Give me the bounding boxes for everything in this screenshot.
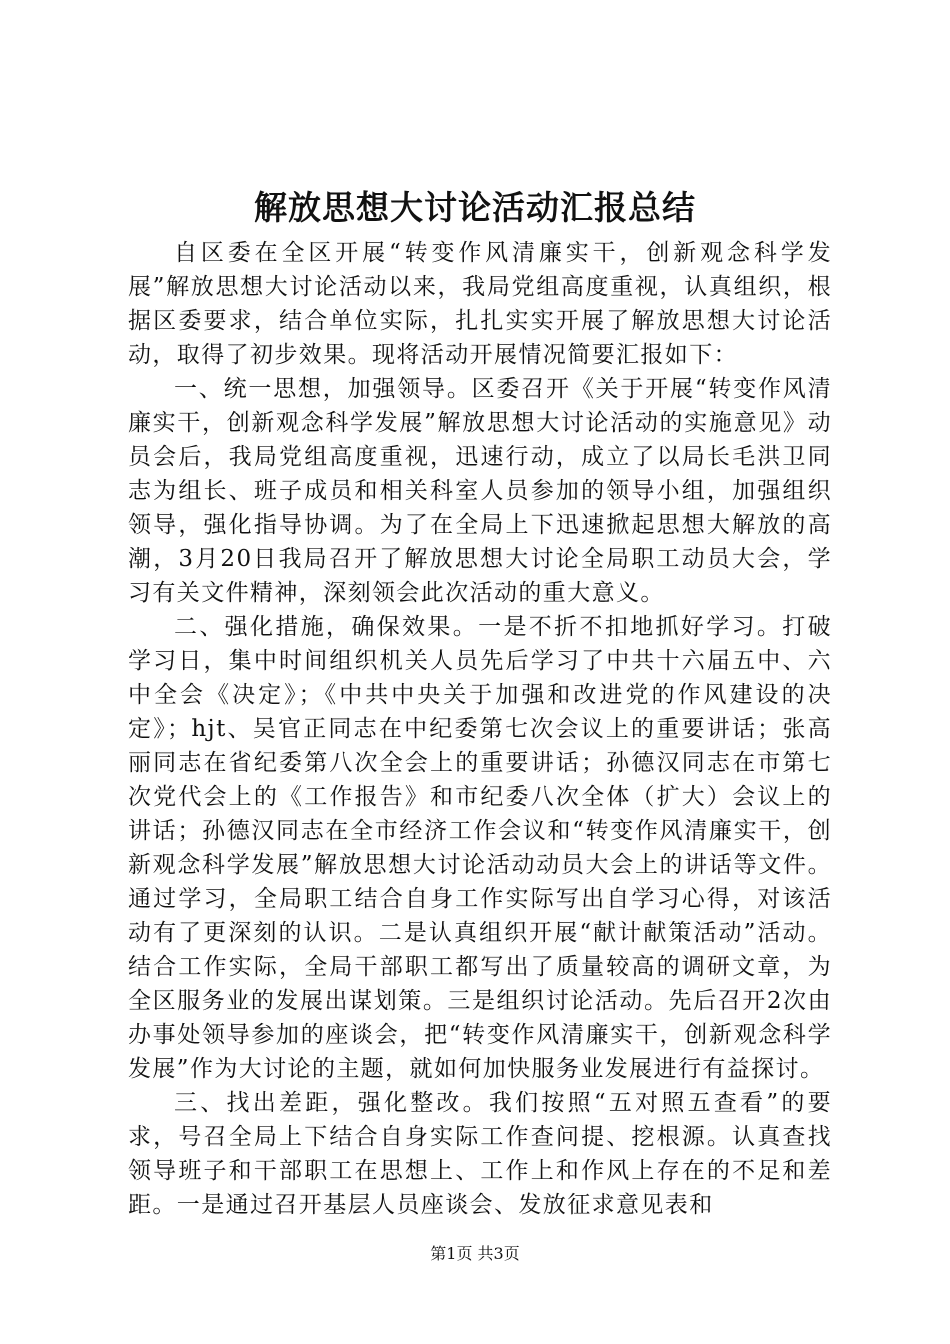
paragraph-intro: 自区委在全区开展“转变作风清廉实干，创新观念科学发展”解放思想大讨论活动以来，我局党组高度重视，认真组织，根据区委要求，结合单位实际，扎扎实实开展了解放思想大讨论活动，取得了初步效果。现将活动开展情况简要汇报如下： <box>128 240 832 368</box>
paragraph-section-2: 二、强化措施，确保效果。一是不折不扣地抓好学习。打破学习日，集中时间组织机关人员先后学习了中共十六届五中、六中全会《决定》；《中共中央关于加强和改进党的作风建设的决定》；hjt、吴官正同志在中纪委第七次会议上的重要讲话；张高丽同志在省纪委第八次全会上的重要讲话；孙德汉同志在市第七次党代会上的《工作报告》和市纪委八次全体（扩大）会议上的讲话；孙德汉同志在全市经济工作会议和“转变作风清廉实干，创新观念科学发展”解放思想大讨论活动动员大会上的讲话等文件。通过学习，全局职工结合自身工作实际写出自学习心得，对该活动有了更深刻的认识。二是认真组织开展“献计献策活动”活动。结合工作实际，全局干部职工都写出了质量较高的调研文章，为全区服务业的发展出谋划策。三是组织讨论活动。先后召开2次由办事处领导参加的座谈会，把“转变作风清廉实干，创新观念科学发展”作为大讨论的主题，就如何加快服务业发展进行有益探讨。 <box>128 614 832 1082</box>
paragraph-section-1: 一、统一思想，加强领导。区委召开《关于开展“转变作风清廉实干，创新观念科学发展”解放思想大讨论活动的实施意见》动员会后，我局党组高度重视，迅速行动，成立了以局长毛洪卫同志为组长、班子成员和相关科室人员参加的领导小组，加强组织领导，强化指导协调。为了在全局上下迅速掀起思想大解放的高潮，3月20日我局召开了解放思想大讨论全局职工动员大会，学习有关文件精神，深刻领会此次活动的重大意义。 <box>128 376 832 606</box>
page-footer: 第1页 共3页 <box>430 1244 520 1263</box>
paragraph-section-3: 三、找出差距，强化整改。我们按照“五对照五查看”的要求，号召全局上下结合自身实际工作查问提、挖根源。认真查找领导班子和干部职工在思想上、工作上和作风上存在的不足和差距。一是通过召开基层人员座谈会、发放征求意见表和 <box>128 1090 832 1218</box>
document-title: 解放思想大讨论活动汇报总结 <box>254 188 696 227</box>
document-body <box>128 236 832 1222</box>
